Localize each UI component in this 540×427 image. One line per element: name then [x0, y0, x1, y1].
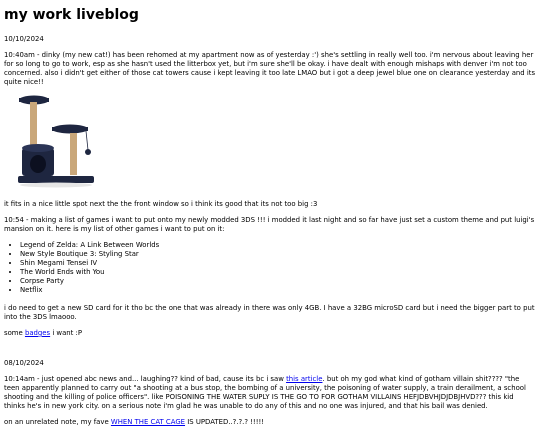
- tower-base: [18, 176, 94, 183]
- list-item: • Shin Megami Tensei IV: [20, 259, 536, 268]
- article-link[interactable]: this article: [286, 374, 323, 383]
- section-spacer: [4, 345, 536, 359]
- condo-opening: [30, 155, 46, 173]
- list-item: • New Style Boutique 3: Styling Star: [20, 250, 536, 259]
- image-caption: it fits in a nice little spot next the the front window so i think its good that its not too big :3: [4, 200, 318, 209]
- cat-tower-illustration: [16, 94, 116, 196]
- post-paragraph: i do need to get a new SD card for it tho bc the one that was already in there was only 4GB. I have a 32BG microSD card but i need the bigger part to put into the 3DS lmaooo.: [4, 303, 535, 321]
- badges-line: some badges i want :P: [4, 328, 83, 337]
- top-perch-edge: [19, 98, 49, 102]
- post-paragraph: 10:40am - dinky (my new cat!) has been rehomed at my apartment now as of yesterday :') she's settling in really well too. i'm nervous about leaving her for so long to go to work, esp as she hasn't used the litterbox yet, but i'm sure she'll be okay. i have dealt with enough mishaps with denver i'm not too concerned. also i didn't get either of those cat towers cause i kept leaving it too late LMAO but i got a deep jewel blue one on clearance yesterday and its quite nice!!: [4, 51, 536, 87]
- cat-tower-image: [16, 94, 116, 196]
- condo-roof: [22, 144, 54, 152]
- side-perch-edge: [52, 127, 88, 131]
- toy-string: [86, 131, 88, 150]
- post-date: 08/10/2024: [4, 358, 44, 367]
- list-item: • Legend of Zelda: A Link Between Worlds: [20, 241, 536, 250]
- post-date: 10/10/2024: [4, 35, 44, 44]
- list-item: • Corpse Party: [20, 277, 536, 286]
- scratch-post-tall: [30, 102, 37, 150]
- post-paragraph: 10:14am - just opened abc news and... laughing?? kind of bad, cause its bc i saw this article. but oh my god what kind of gotham villain shit???? "the teen apparently planned to carry out "a shooting at a bus stop, the bombing of a university, the poisoning of water supply, a train derailment, a school shooting and the killing of police officers". like POISONING THE WATER SUPLY IS THE GO TO FOR GOTHAM VILLAINS HEFJDBVHJDJDBJHVD??? this kid thinks he's in new york city. on a serious note i'm glad he was unable to do any of this and no one was injured, and that his bail was denied.: [4, 374, 526, 410]
- scratch-post-right: [70, 133, 77, 175]
- games-list: [4, 241, 536, 295]
- post-paragraph: on an unrelated note, my fave WHEN THE CAT CAGE IS UPDATED..?.?.? !!!!!: [4, 417, 264, 426]
- page-title: my work liveblog: [4, 7, 139, 23]
- post-paragraph: 10:54 - making a list of games i want to put onto my newly modded 3DS !!! i modded it last night and so far have just set a custom theme and put luigi's mansion on it. here is my list of other games i want to put on it:: [4, 216, 535, 234]
- badges-link[interactable]: badges: [24, 328, 51, 337]
- list-item: • The World Ends with You: [20, 268, 536, 277]
- cat-cage-link[interactable]: WHEN THE CAT CAGE: [110, 417, 186, 426]
- tower-shadow: [20, 183, 92, 188]
- toy-ball: [85, 149, 91, 155]
- list-item: • Netflix: [20, 286, 536, 295]
